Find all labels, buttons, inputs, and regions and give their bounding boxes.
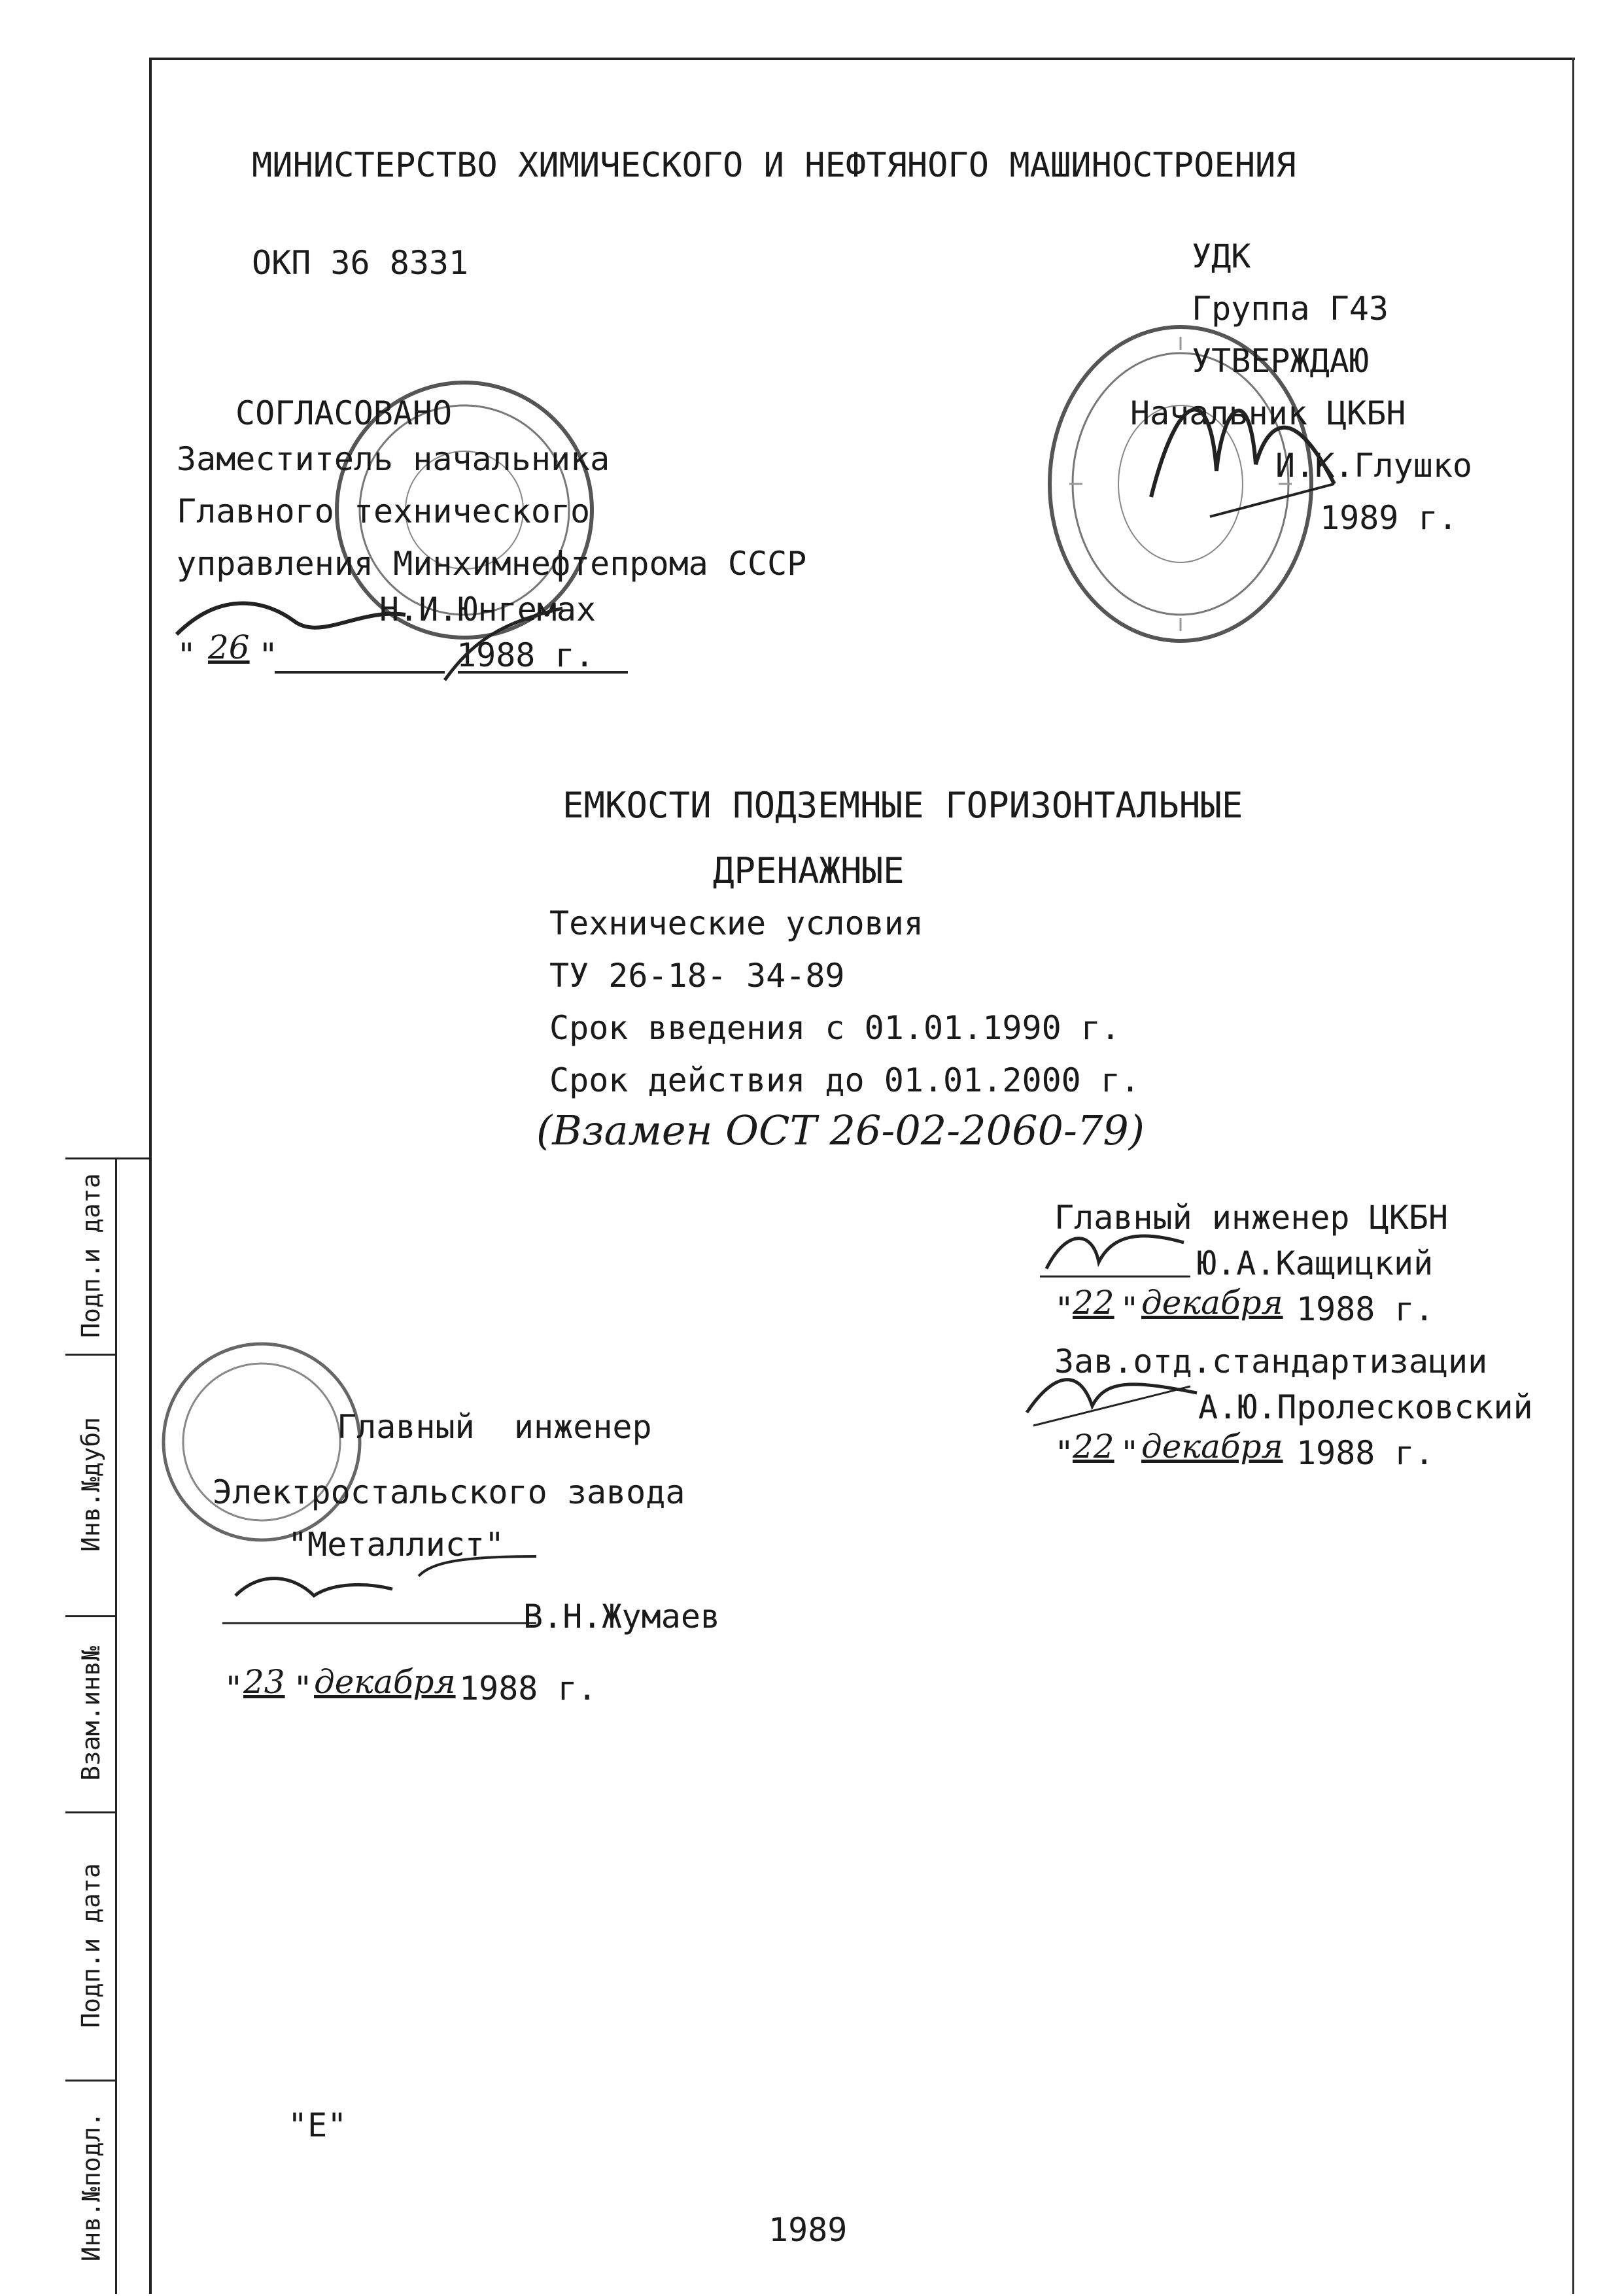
strip-label-3: Взам.инв№ (77, 1646, 105, 1781)
chief-engineer-date-day: 22 (1073, 1284, 1114, 1322)
plant-date-month: декабря (314, 1663, 456, 1701)
doc-effective-date: Срок введения с 01.01.1990 г. (549, 1009, 1120, 1047)
agreed-name: Н.И.Юнгемах (379, 591, 596, 628)
standards-head-date: 1988 г. (1296, 1434, 1434, 1472)
agreed-line3: управления Минхимнефтепрома СССР (177, 545, 807, 583)
group-label: Группа Г43 (1192, 290, 1389, 328)
plant-date-open: " (224, 1670, 244, 1707)
approved-name: И.К.Глушко (1275, 447, 1473, 485)
agreed-date-day: 26 (208, 628, 250, 666)
chief-engineer-date-month: декабря (1141, 1284, 1283, 1322)
chief-engineer-title: Главный инженер ЦКБН (1054, 1199, 1449, 1237)
plant-line2: Электростальского завода (213, 1473, 685, 1511)
plant-date: 1988 г. (459, 1670, 597, 1707)
standards-head-date-month: декабря (1141, 1428, 1283, 1465)
standards-head-name: А.Ю.Пролесковский (1198, 1388, 1533, 1426)
page-frame-top (149, 58, 1575, 60)
chief-engineer-date-close: " (1120, 1290, 1140, 1328)
doc-title-line2: ДРЕНАЖНЫЕ (713, 850, 905, 891)
ministry-title: МИНИСТЕРСТВО ХИМИЧЕСКОГО И НЕФТЯНОГО МАШИНОСТРОЕНИЯ (252, 146, 1296, 185)
udk-label: УДК (1192, 237, 1251, 275)
okp-code: ОКП 36 8331 (252, 244, 469, 282)
side-strip-divider (115, 1157, 117, 2294)
chief-engineer-date-open: " (1054, 1290, 1075, 1328)
strip-label-4: Подп.и дата (77, 1863, 106, 2028)
standards-head-date-day: 22 (1073, 1428, 1114, 1465)
plant-date-day: 23 (243, 1663, 285, 1701)
agreed-date: 1988 г. (457, 636, 595, 674)
agreed-line1: Заместитель начальника (177, 440, 610, 478)
approved-title: УТВЕРЖДАЮ (1192, 342, 1369, 380)
standards-head-date-close: " (1120, 1434, 1140, 1472)
plant-line1: Главный инженер (337, 1408, 652, 1446)
doc-valid-until: Срок действия до 01.01.2000 г. (549, 1061, 1141, 1099)
chief-engineer-signature (1040, 1223, 1197, 1282)
standards-head-date-open: " (1054, 1434, 1075, 1472)
doc-replaces-note: (Взамен ОСТ 26-02-2060-79) (536, 1106, 1145, 1154)
strip-label-5: Инв.№подл. (77, 2112, 105, 2262)
page-frame-right (1572, 58, 1574, 2294)
plant-line3: "Металлист" (288, 1526, 505, 1564)
plant-name: В.Н.Жумаев (523, 1598, 721, 1636)
agreed-line2: Главного технического (177, 492, 591, 530)
plant-signature (183, 1550, 549, 1641)
doc-subtitle: Технические условия (549, 904, 923, 942)
page-frame-left (149, 58, 152, 2294)
chief-engineer-date: 1988 г. (1296, 1290, 1434, 1328)
doc-title-line1: ЕМКОСТИ ПОДЗЕМНЫЕ ГОРИЗОНТАЛЬНЫЕ (562, 785, 1243, 826)
agreed-title: СОГЛАСОВАНО (235, 394, 453, 432)
agreed-date-open: " (177, 636, 197, 674)
strip-label-1: Подп.и дата (77, 1173, 106, 1338)
footer-year: 1989 (768, 2211, 848, 2249)
strip-label-2: Инв.№дубл (77, 1417, 105, 1552)
plant-date-close: " (293, 1670, 313, 1707)
approved-signature (1138, 366, 1347, 523)
agreed-date-close: " (258, 636, 279, 674)
chief-engineer-name: Ю.А.Кащицкий (1197, 1244, 1434, 1282)
footer-letter: "Е" (288, 2106, 347, 2144)
approved-date: 1989 г. (1320, 499, 1458, 537)
standards-head-signature (1020, 1360, 1203, 1432)
agreed-signature (170, 562, 628, 693)
standards-head-title: Зав.отд.стандартизации (1054, 1343, 1488, 1380)
plant-seal-stamp (157, 1334, 366, 1550)
doc-code: ТУ 26-18- 34-89 (549, 957, 845, 995)
approved-position: Начальник ЦКБН (1130, 394, 1406, 432)
